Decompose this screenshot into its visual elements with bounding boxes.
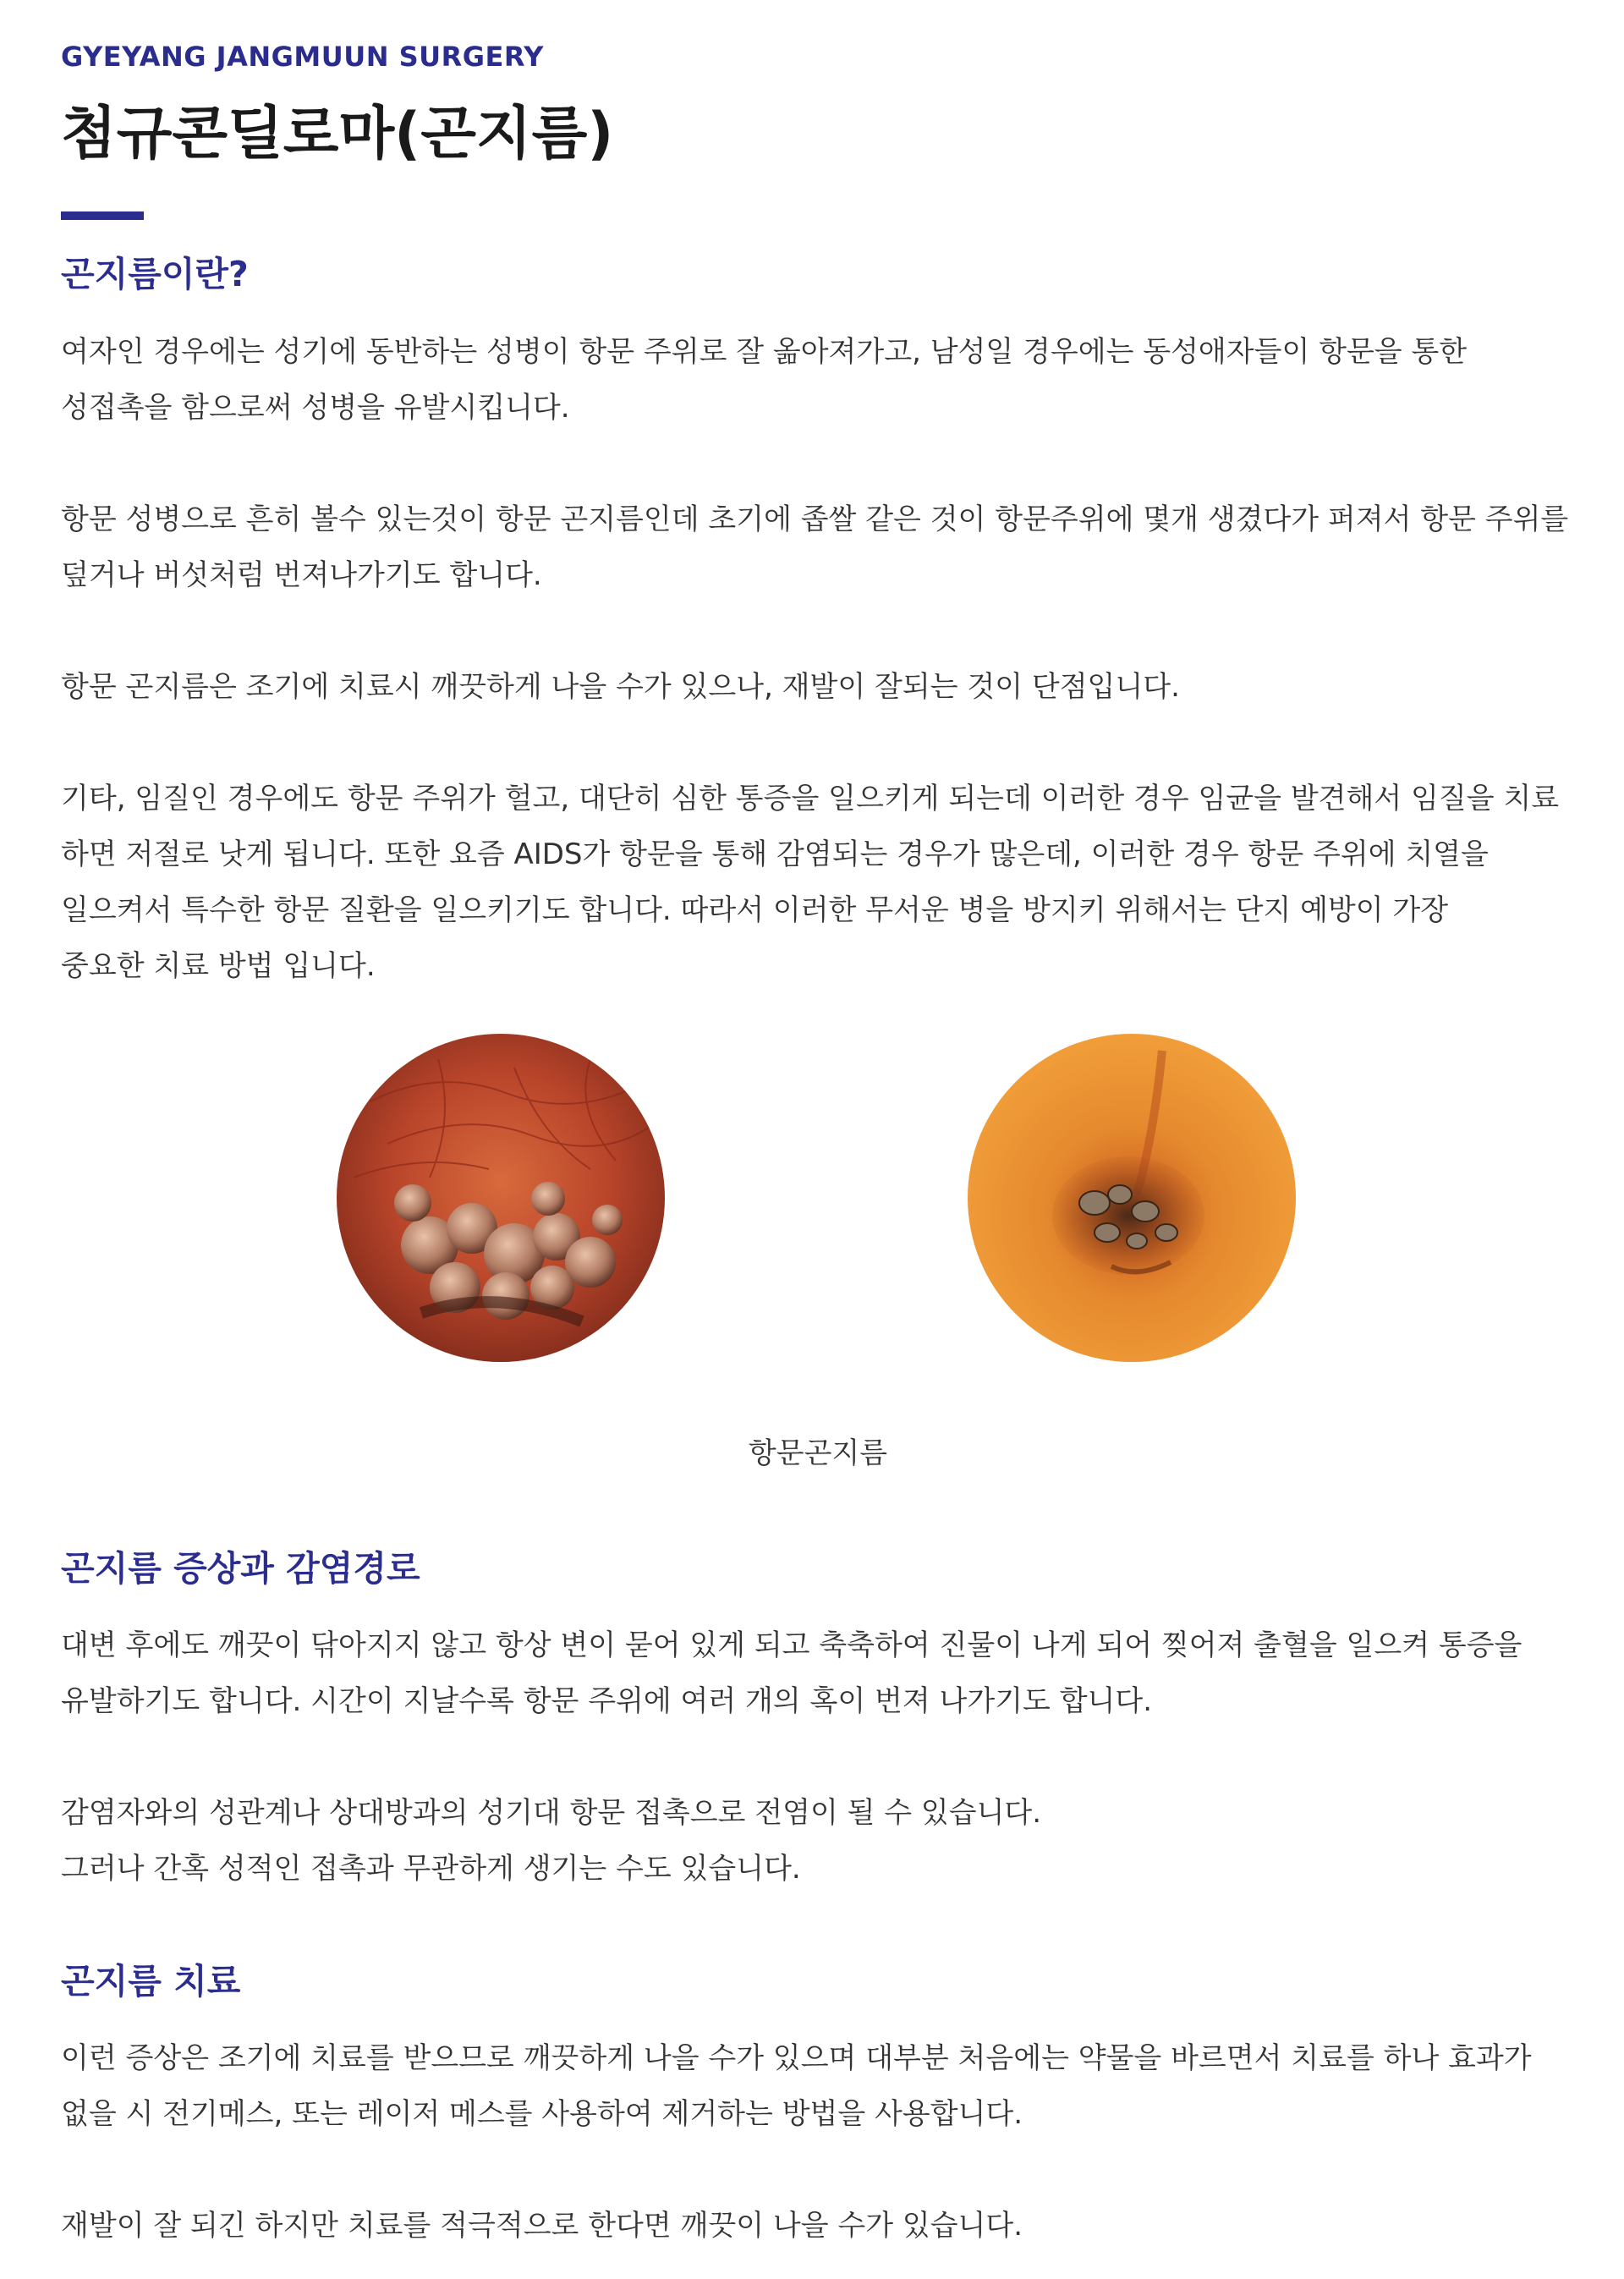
clinical-photo-1 <box>337 1034 665 1362</box>
section-heading-treatment: 곤지름 치료 <box>61 1961 241 2002</box>
section-heading-what-is: 곤지름이란? <box>61 254 249 294</box>
clinical-photo-2 <box>968 1034 1296 1362</box>
figure-caption: 항문곤지름 <box>748 1436 888 1470</box>
paragraph: 여자인 경우에는 성기에 동반하는 성병이 항문 주위로 잘 옮아져가고, 남성일 경우에는 동성애자들이 항문을 통한 성접촉을 함으로써 성병을 유발시킵니다. <box>61 335 1468 425</box>
paragraph: 항문 곤지름은 조기에 치료시 깨끗하게 나을 수가 있으나, 재발이 잘되는 것이 단점입니다. <box>61 670 1180 704</box>
section-heading-symptoms: 곤지름 증상과 감염경로 <box>61 1548 420 1589</box>
page-title: 첨규콘딜로마(곤지름) <box>61 101 614 167</box>
title-underline <box>61 211 144 220</box>
brand-name: GYEYANG JANGMUUN SURGERY <box>61 41 544 73</box>
paragraph: 재발이 잘 되긴 하지만 치료를 적극적으로 한다면 깨끗이 나을 수가 있습니다. <box>61 2209 1023 2243</box>
paragraph: 이런 증상은 조기에 치료를 받으므로 깨끗하게 나을 수가 있으며 대부분 처음에는 약물을 바르면서 치료를 하나 효과가 없을 시 전기메스, 또는 레이저 메스를 사용하여 제거하는 방법을 사용합니다. <box>61 2041 1532 2131</box>
paragraph: 항문 성병으로 흔히 볼수 있는것이 항문 곤지름인데 초기에 좁쌀 같은 것이 항문주위에 몇개 생겼다가 퍼져서 항문 주위를 덮거나 버섯처럼 번져나가기도 합니다. <box>61 502 1569 592</box>
paragraph: 감염자와의 성관계나 상대방과의 성기대 항문 접촉으로 전염이 될 수 있습니다. 그러나 간혹 성적인 접촉과 무관하게 생기는 수도 있습니다. <box>61 1796 1042 1886</box>
paragraph: 대변 후에도 깨끗이 닦아지지 않고 항상 변이 묻어 있게 되고 축축하여 진물이 나게 되어 찢어져 출혈을 일으켜 통증을 유발하기도 합니다. 시간이 지날수록 항문 주위에 여러 개의 혹이 번져 나가기도 합니다. <box>61 1628 1522 1718</box>
paragraph: 기타, 임질인 경우에도 항문 주위가 헐고, 대단히 심한 통증을 일으키게 되는데 이러한 경우 임균을 발견해서 임질을 치료 하면 저절로 낫게 됩니다. 또한 요즘 AIDS가 항문을 통해 감염되는 경우가 많은데, 이러한 경우 항문 주위에 치열을 일으켜서 특수한 항문 질환을 일으키기도 합니다. 따라서 이러한 무서운 병을 방지키 위해서는 단지 예방이 가장 중요한 치료 방법 입니다. <box>61 782 1560 983</box>
